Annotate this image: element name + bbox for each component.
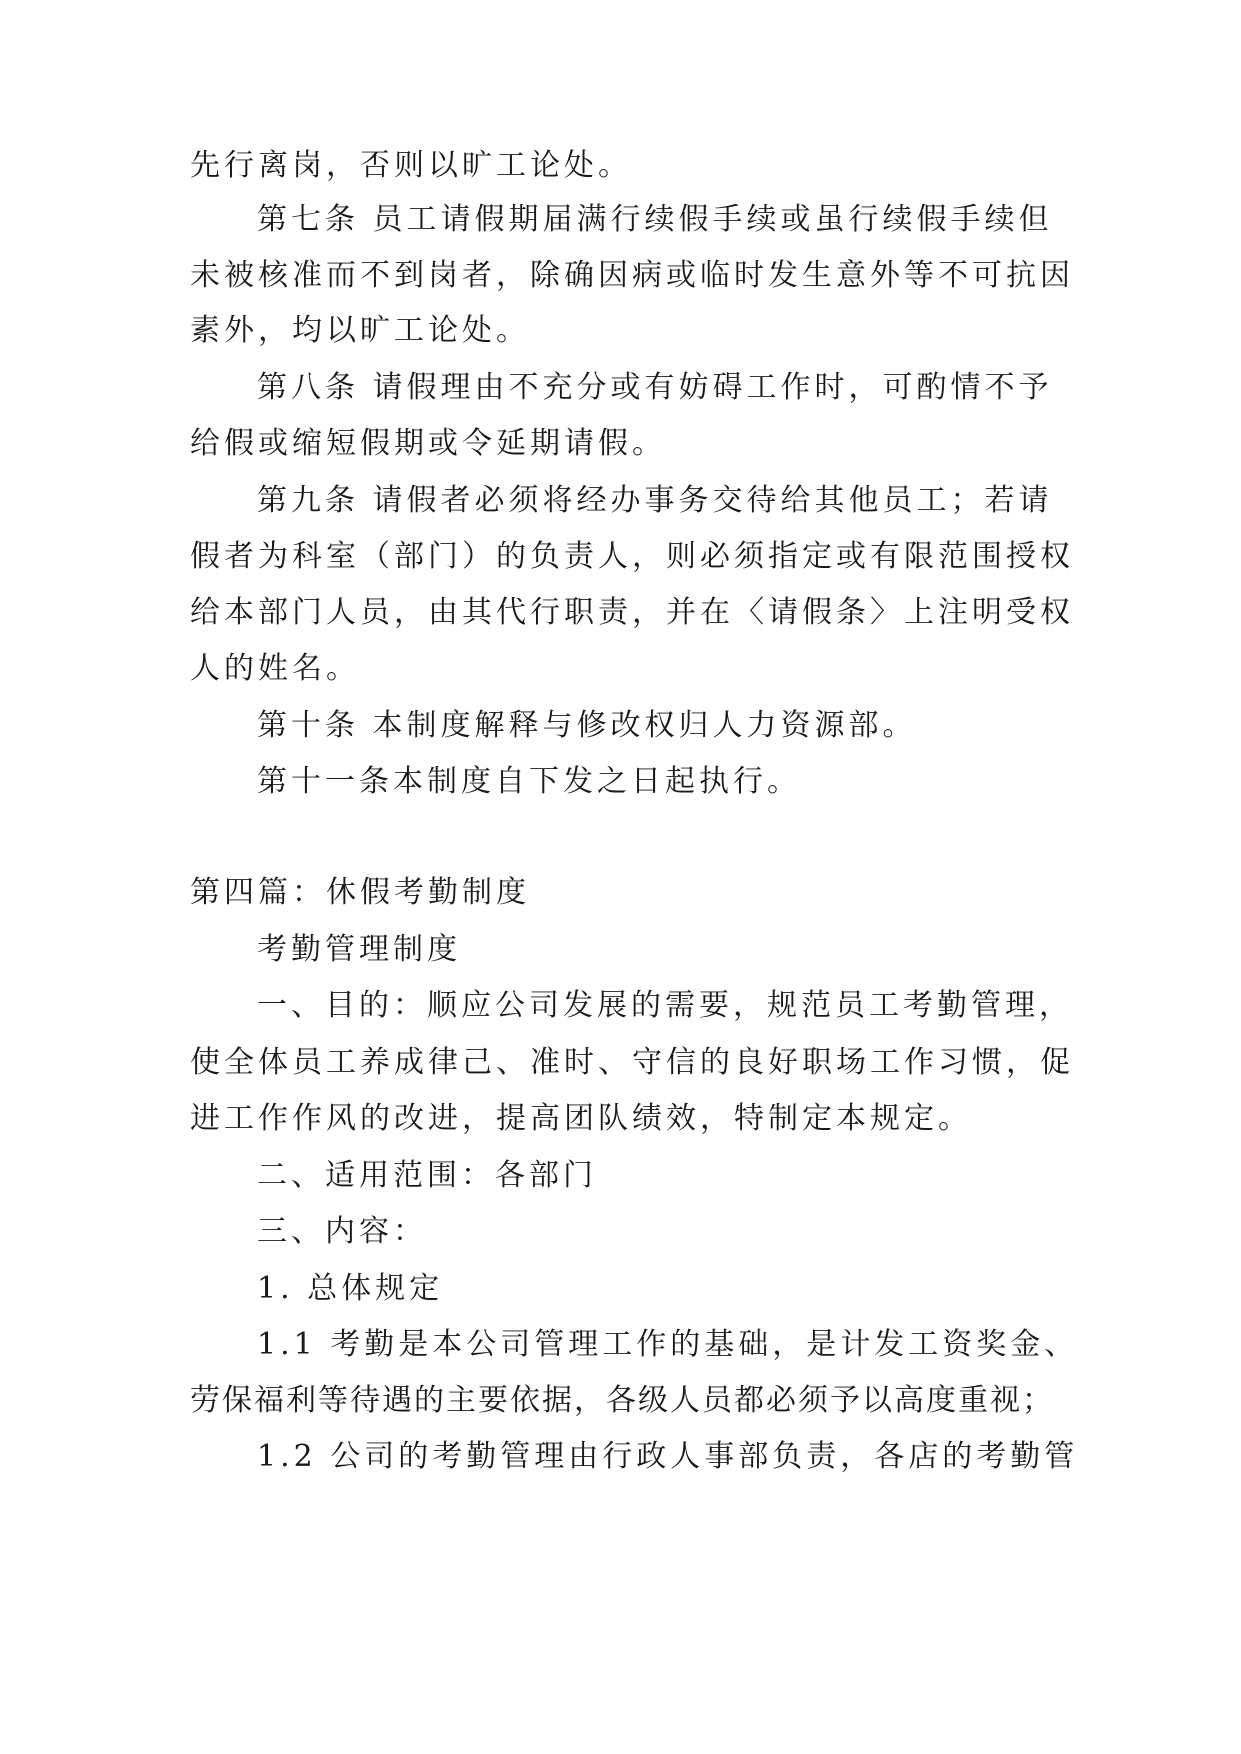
text-line: 第八条 请假理由不充分或有妨碍工作时，可酌情不予 xyxy=(257,370,1053,405)
text-line: 先行离岗，否则以旷工论处。 xyxy=(190,148,632,183)
text-line: 第九条 请假者必须将经办事务交待给其他员工；若请 xyxy=(257,483,1053,518)
text-line: 进工作作风的改进，提高团队绩效，特制定本规定。 xyxy=(190,1101,972,1136)
text-line: 第十条 本制度解释与修改权归人力资源部。 xyxy=(257,708,917,743)
text-line: 三、内容： xyxy=(257,1214,427,1249)
text-line: 二、适用范围：各部门 xyxy=(257,1158,597,1193)
text-line: 使全体员工养成律己、准时、守信的良好职场工作习惯，促 xyxy=(190,1045,1074,1080)
text-line: 一、目的：顺应公司发展的需要，规范员工考勤管理， xyxy=(257,988,1073,1023)
text-line: 假者为科室（部门）的负责人，则必须指定或有限范围授权 xyxy=(190,539,1074,574)
text-line: 人的姓名。 xyxy=(190,651,360,686)
text-line: 给本部门人员，由其代行职责，并在〈请假条〉上注明受权 xyxy=(190,595,1074,630)
text-line: 给假或缩短假期或令延期请假。 xyxy=(190,426,666,461)
text-line: 未被核准而不到岗者，除确因病或临时发生意外等不可抗因 xyxy=(190,258,1074,293)
text-line: 第十一条本制度自下发之日起执行。 xyxy=(257,764,801,799)
text-line: 素外，均以旷工论处。 xyxy=(190,313,530,348)
text-line: 1. 总体规定 xyxy=(257,1271,444,1306)
text-line: 第七条 员工请假期届满行续假手续或虽行续假手续但 xyxy=(257,202,1053,237)
section-heading: 第四篇：休假考勤制度 xyxy=(190,875,530,910)
text-line: 1.2 公司的考勤管理由行政人事部负责，各店的考勤管 xyxy=(257,1439,1079,1474)
section-subtitle: 考勤管理制度 xyxy=(257,932,461,967)
text-line: 劳保福利等待遇的主要依据，各级人员都必须予以高度重视； xyxy=(190,1383,1054,1418)
text-line: 1.1 考勤是本公司管理工作的基础，是计发工资奖金、 xyxy=(257,1327,1079,1362)
